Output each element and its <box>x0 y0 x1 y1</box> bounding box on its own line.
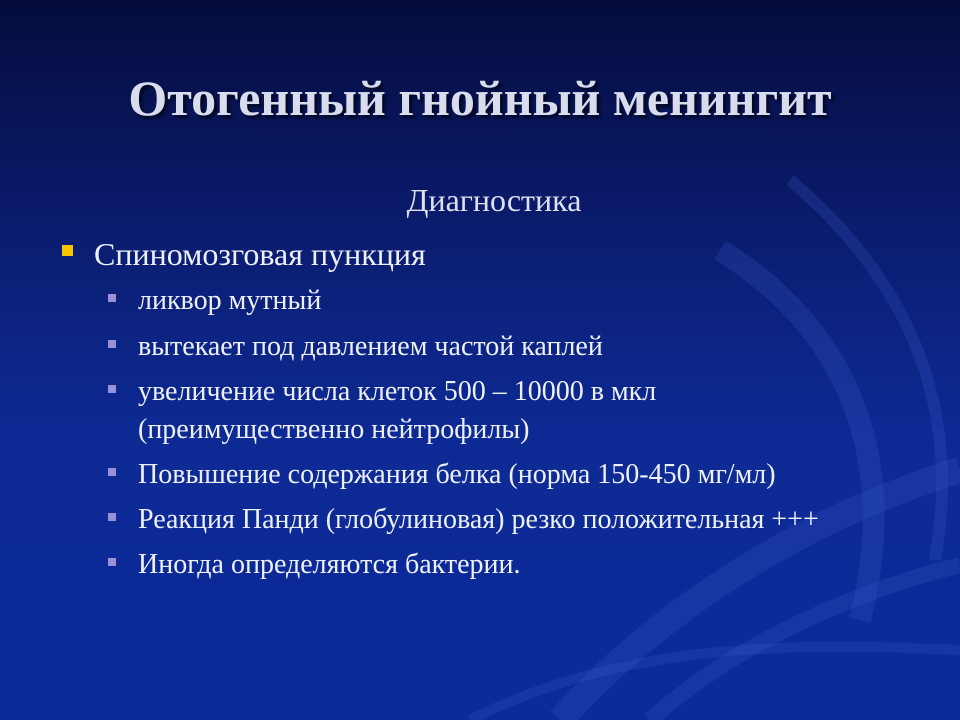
square-bullet-icon <box>62 245 73 256</box>
list-item-text: ликвор мутный <box>138 285 322 316</box>
square-bullet-icon <box>108 385 116 393</box>
list-item-text: Реакция Панди (глобулиновая) резко положительная +++ <box>138 504 819 535</box>
list-item-text: Повышение содержания белка (норма 150-450 мг/мл) <box>138 459 776 490</box>
list-item-text-continuation: (преимущественно нейтрофилы) <box>138 414 530 445</box>
square-bullet-icon <box>108 558 116 566</box>
list-item-text: увеличение числа клеток 500 – 10000 в мкл <box>138 376 657 407</box>
square-bullet-icon <box>108 294 116 302</box>
square-bullet-icon <box>108 468 116 476</box>
list-item-text: Иногда определяются бактерии. <box>138 549 521 580</box>
bullet-text: Спиномозговая пункция <box>94 236 426 272</box>
square-bullet-icon <box>108 340 116 348</box>
slide-subtitle: Диагностика <box>406 182 582 218</box>
square-bullet-icon <box>108 513 116 521</box>
list-item-text: вытекает под давлением частой каплей <box>138 331 603 362</box>
slide-title: Отогенный гнойный менингит <box>128 70 832 126</box>
